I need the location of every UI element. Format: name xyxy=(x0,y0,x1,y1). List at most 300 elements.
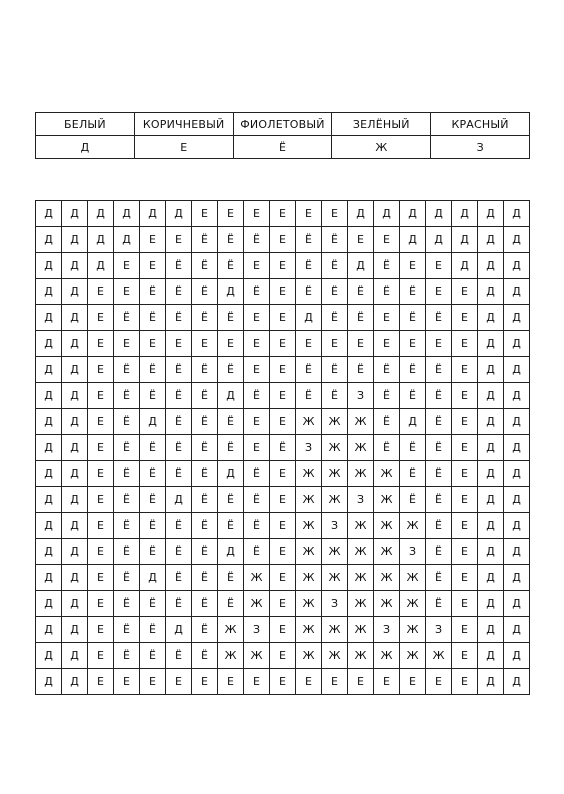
grid-cell[interactable]: Ё xyxy=(348,279,374,305)
grid-cell[interactable]: Е xyxy=(348,227,374,253)
grid-cell[interactable]: Е xyxy=(88,279,114,305)
grid-cell[interactable]: Ё xyxy=(192,305,218,331)
grid-cell[interactable]: Ё xyxy=(192,279,218,305)
grid-cell[interactable]: Е xyxy=(88,565,114,591)
grid-cell[interactable]: Ё xyxy=(374,253,400,279)
grid-cell[interactable]: Д xyxy=(452,201,478,227)
grid-cell[interactable]: Ё xyxy=(270,435,296,461)
grid-cell[interactable]: Д xyxy=(478,461,504,487)
grid-cell[interactable]: Ё xyxy=(322,227,348,253)
grid-cell[interactable]: Ё xyxy=(296,383,322,409)
grid-cell[interactable]: Е xyxy=(166,669,192,695)
grid-cell[interactable]: Д xyxy=(62,487,88,513)
grid-cell[interactable]: Ё xyxy=(140,513,166,539)
grid-cell[interactable]: Ё xyxy=(192,643,218,669)
grid-cell[interactable]: Ё xyxy=(244,461,270,487)
grid-cell[interactable]: Д xyxy=(478,643,504,669)
grid-cell[interactable]: Ё xyxy=(140,383,166,409)
grid-cell[interactable]: Ё xyxy=(218,513,244,539)
grid-cell[interactable]: Ё xyxy=(114,487,140,513)
grid-cell[interactable]: Д xyxy=(62,591,88,617)
grid-cell[interactable]: Ж xyxy=(296,461,322,487)
grid-cell[interactable]: Е xyxy=(270,617,296,643)
grid-cell[interactable]: Ё xyxy=(166,435,192,461)
grid-cell[interactable]: Д xyxy=(36,539,62,565)
grid-cell[interactable]: Ж xyxy=(348,461,374,487)
grid-cell[interactable]: Е xyxy=(114,331,140,357)
grid-cell[interactable]: Ж xyxy=(322,539,348,565)
grid-cell[interactable]: Ё xyxy=(166,591,192,617)
grid-cell[interactable]: Ё xyxy=(426,487,452,513)
grid-cell[interactable]: Ё xyxy=(192,565,218,591)
grid-cell[interactable]: Ё xyxy=(192,617,218,643)
grid-cell[interactable]: Д xyxy=(374,201,400,227)
grid-cell[interactable]: З xyxy=(244,617,270,643)
grid-cell[interactable]: Е xyxy=(270,409,296,435)
grid-cell[interactable]: Ж xyxy=(348,617,374,643)
grid-cell[interactable]: Д xyxy=(62,409,88,435)
grid-cell[interactable]: Д xyxy=(478,409,504,435)
grid-cell[interactable]: Ё xyxy=(426,565,452,591)
grid-cell[interactable]: Е xyxy=(244,253,270,279)
grid-cell[interactable]: Ё xyxy=(140,305,166,331)
grid-cell[interactable]: Е xyxy=(452,513,478,539)
grid-cell[interactable]: Д xyxy=(140,201,166,227)
grid-cell[interactable]: Ё xyxy=(244,487,270,513)
grid-cell[interactable]: Е xyxy=(114,253,140,279)
grid-cell[interactable]: Е xyxy=(426,253,452,279)
grid-cell[interactable]: Е xyxy=(270,669,296,695)
grid-cell[interactable]: Е xyxy=(218,331,244,357)
grid-cell[interactable]: Ж xyxy=(218,617,244,643)
grid-cell[interactable]: Е xyxy=(88,591,114,617)
grid-cell[interactable]: Д xyxy=(166,487,192,513)
grid-cell[interactable]: Е xyxy=(322,331,348,357)
grid-cell[interactable]: Е xyxy=(166,227,192,253)
grid-cell[interactable]: Ё xyxy=(192,539,218,565)
grid-cell[interactable]: Д xyxy=(478,513,504,539)
grid-cell[interactable]: Д xyxy=(504,409,530,435)
grid-cell[interactable]: Ё xyxy=(244,383,270,409)
grid-cell[interactable]: Ж xyxy=(374,487,400,513)
grid-cell[interactable]: Е xyxy=(88,305,114,331)
grid-cell[interactable]: Ё xyxy=(374,435,400,461)
grid-cell[interactable]: Д xyxy=(62,565,88,591)
grid-cell[interactable]: Ж xyxy=(348,643,374,669)
grid-cell[interactable]: Ж xyxy=(296,487,322,513)
grid-cell[interactable]: Ё xyxy=(426,461,452,487)
grid-cell[interactable]: Д xyxy=(114,227,140,253)
grid-cell[interactable]: Е xyxy=(426,279,452,305)
grid-cell[interactable]: Е xyxy=(88,539,114,565)
grid-cell[interactable]: Д xyxy=(218,539,244,565)
grid-cell[interactable]: Д xyxy=(36,331,62,357)
grid-cell[interactable]: Е xyxy=(296,201,322,227)
grid-cell[interactable]: Д xyxy=(504,539,530,565)
grid-cell[interactable]: Е xyxy=(270,565,296,591)
grid-cell[interactable]: Ё xyxy=(348,305,374,331)
grid-cell[interactable]: Е xyxy=(296,669,322,695)
grid-cell[interactable]: Е xyxy=(270,461,296,487)
grid-cell[interactable]: Ж xyxy=(296,513,322,539)
grid-cell[interactable]: Ё xyxy=(374,279,400,305)
grid-cell[interactable]: Д xyxy=(62,331,88,357)
grid-cell[interactable]: Е xyxy=(452,643,478,669)
grid-cell[interactable]: Ё xyxy=(426,591,452,617)
grid-cell[interactable]: Е xyxy=(244,331,270,357)
grid-cell[interactable]: Д xyxy=(400,227,426,253)
grid-cell[interactable]: Е xyxy=(452,487,478,513)
grid-cell[interactable]: Ё xyxy=(296,279,322,305)
grid-cell[interactable]: Д xyxy=(36,617,62,643)
grid-cell[interactable]: Ё xyxy=(400,383,426,409)
grid-cell[interactable]: Е xyxy=(374,669,400,695)
grid-cell[interactable]: Ё xyxy=(166,305,192,331)
grid-cell[interactable]: Ж xyxy=(348,565,374,591)
grid-cell[interactable]: Д xyxy=(426,201,452,227)
grid-cell[interactable]: Е xyxy=(322,201,348,227)
grid-cell[interactable]: Е xyxy=(400,331,426,357)
grid-cell[interactable]: Ж xyxy=(296,617,322,643)
grid-cell[interactable]: Д xyxy=(504,643,530,669)
grid-cell[interactable]: Ё xyxy=(192,513,218,539)
grid-cell[interactable]: Д xyxy=(36,513,62,539)
grid-cell[interactable]: Ё xyxy=(426,539,452,565)
grid-cell[interactable]: Ё xyxy=(218,305,244,331)
grid-cell[interactable]: З xyxy=(348,487,374,513)
grid-cell[interactable]: Е xyxy=(400,253,426,279)
grid-cell[interactable]: Е xyxy=(88,643,114,669)
grid-cell[interactable]: Д xyxy=(62,305,88,331)
grid-cell[interactable]: Е xyxy=(218,201,244,227)
grid-cell[interactable]: Д xyxy=(478,591,504,617)
grid-cell[interactable]: Ё xyxy=(166,461,192,487)
grid-cell[interactable]: Ё xyxy=(140,591,166,617)
grid-cell[interactable]: Е xyxy=(88,357,114,383)
grid-cell[interactable]: Е xyxy=(88,435,114,461)
grid-cell[interactable]: Д xyxy=(218,279,244,305)
grid-cell[interactable]: Ж xyxy=(374,461,400,487)
grid-cell[interactable]: Ё xyxy=(114,513,140,539)
grid-cell[interactable]: Е xyxy=(244,435,270,461)
grid-cell[interactable]: Д xyxy=(348,201,374,227)
grid-cell[interactable]: Ё xyxy=(426,409,452,435)
grid-cell[interactable]: Е xyxy=(348,669,374,695)
grid-cell[interactable]: Ё xyxy=(114,617,140,643)
grid-cell[interactable]: Е xyxy=(270,227,296,253)
grid-cell[interactable]: Ё xyxy=(192,227,218,253)
grid-cell[interactable]: Ё xyxy=(244,513,270,539)
grid-cell[interactable]: Д xyxy=(348,253,374,279)
grid-cell[interactable]: Ё xyxy=(426,357,452,383)
grid-cell[interactable]: Ё xyxy=(400,305,426,331)
grid-cell[interactable]: Д xyxy=(62,227,88,253)
grid-cell[interactable]: Ё xyxy=(374,409,400,435)
grid-cell[interactable]: Д xyxy=(36,279,62,305)
grid-cell[interactable]: Ё xyxy=(166,253,192,279)
grid-cell[interactable]: Е xyxy=(244,409,270,435)
grid-cell[interactable]: Е xyxy=(192,669,218,695)
grid-cell[interactable]: Ж xyxy=(374,565,400,591)
grid-cell[interactable]: З xyxy=(374,617,400,643)
grid-cell[interactable]: Ё xyxy=(114,383,140,409)
grid-cell[interactable]: Е xyxy=(244,201,270,227)
grid-cell[interactable]: Е xyxy=(88,487,114,513)
grid-cell[interactable]: Е xyxy=(452,669,478,695)
grid-cell[interactable]: Д xyxy=(504,279,530,305)
grid-cell[interactable]: Д xyxy=(36,435,62,461)
grid-cell[interactable]: Д xyxy=(62,617,88,643)
grid-cell[interactable]: Ж xyxy=(244,591,270,617)
grid-cell[interactable]: Д xyxy=(62,201,88,227)
grid-cell[interactable]: Ё xyxy=(114,461,140,487)
grid-cell[interactable]: Д xyxy=(166,201,192,227)
grid-cell[interactable]: Ё xyxy=(166,539,192,565)
grid-cell[interactable]: Е xyxy=(218,669,244,695)
grid-cell[interactable]: Е xyxy=(374,227,400,253)
grid-cell[interactable]: Е xyxy=(322,669,348,695)
grid-cell[interactable]: Д xyxy=(504,305,530,331)
grid-cell[interactable]: Е xyxy=(270,643,296,669)
grid-cell[interactable]: Д xyxy=(218,383,244,409)
grid-cell[interactable]: Ё xyxy=(348,357,374,383)
grid-cell[interactable]: Д xyxy=(478,227,504,253)
grid-cell[interactable]: Д xyxy=(452,253,478,279)
grid-cell[interactable]: Ё xyxy=(218,357,244,383)
grid-cell[interactable]: Ж xyxy=(400,591,426,617)
grid-cell[interactable]: Ё xyxy=(218,253,244,279)
grid-cell[interactable]: Д xyxy=(36,305,62,331)
grid-cell[interactable]: Ё xyxy=(400,357,426,383)
grid-cell[interactable]: Д xyxy=(452,227,478,253)
grid-cell[interactable]: Ж xyxy=(296,643,322,669)
grid-cell[interactable]: Ё xyxy=(140,435,166,461)
grid-cell[interactable]: Е xyxy=(88,513,114,539)
grid-cell[interactable]: Ё xyxy=(192,409,218,435)
grid-cell[interactable]: Д xyxy=(62,539,88,565)
grid-cell[interactable]: Ё xyxy=(140,357,166,383)
grid-cell[interactable]: Ё xyxy=(114,409,140,435)
grid-cell[interactable]: Е xyxy=(374,305,400,331)
grid-cell[interactable]: Д xyxy=(400,201,426,227)
grid-cell[interactable]: Е xyxy=(452,435,478,461)
grid-cell[interactable]: Ж xyxy=(296,591,322,617)
grid-cell[interactable]: Д xyxy=(114,201,140,227)
grid-cell[interactable]: Ё xyxy=(140,643,166,669)
grid-cell[interactable]: Д xyxy=(36,409,62,435)
grid-cell[interactable]: Ё xyxy=(244,539,270,565)
grid-cell[interactable]: Д xyxy=(62,357,88,383)
grid-cell[interactable]: Ж xyxy=(296,565,322,591)
grid-cell[interactable]: Ё xyxy=(218,591,244,617)
grid-cell[interactable]: Ё xyxy=(374,357,400,383)
grid-cell[interactable]: Д xyxy=(478,539,504,565)
grid-cell[interactable]: Д xyxy=(36,669,62,695)
grid-cell[interactable]: Д xyxy=(478,435,504,461)
grid-cell[interactable]: Е xyxy=(270,513,296,539)
grid-cell[interactable]: Ж xyxy=(374,591,400,617)
grid-cell[interactable]: Е xyxy=(452,279,478,305)
grid-cell[interactable]: Ё xyxy=(192,487,218,513)
grid-cell[interactable]: Ё xyxy=(166,357,192,383)
grid-cell[interactable]: Ё xyxy=(192,461,218,487)
grid-cell[interactable]: Ё xyxy=(374,383,400,409)
grid-cell[interactable]: Д xyxy=(400,409,426,435)
grid-cell[interactable]: З xyxy=(296,435,322,461)
grid-cell[interactable]: Ё xyxy=(322,305,348,331)
grid-cell[interactable]: Ё xyxy=(400,487,426,513)
grid-cell[interactable]: Д xyxy=(88,253,114,279)
grid-cell[interactable]: Ё xyxy=(296,227,322,253)
grid-cell[interactable]: Е xyxy=(426,331,452,357)
grid-cell[interactable]: Е xyxy=(244,305,270,331)
grid-cell[interactable]: Ё xyxy=(140,279,166,305)
grid-cell[interactable]: Ж xyxy=(322,617,348,643)
grid-cell[interactable]: Ё xyxy=(114,643,140,669)
grid-cell[interactable]: Е xyxy=(270,383,296,409)
grid-cell[interactable]: Ё xyxy=(192,435,218,461)
grid-cell[interactable]: Е xyxy=(270,539,296,565)
grid-cell[interactable]: Ё xyxy=(244,279,270,305)
grid-cell[interactable]: Д xyxy=(504,331,530,357)
grid-cell[interactable]: Д xyxy=(478,331,504,357)
grid-cell[interactable]: Д xyxy=(36,253,62,279)
grid-cell[interactable]: Ж xyxy=(400,565,426,591)
grid-cell[interactable]: Д xyxy=(478,669,504,695)
grid-cell[interactable]: Ё xyxy=(218,435,244,461)
grid-cell[interactable]: Д xyxy=(140,409,166,435)
grid-cell[interactable]: Д xyxy=(36,461,62,487)
grid-cell[interactable]: Д xyxy=(478,357,504,383)
grid-cell[interactable]: Ё xyxy=(140,487,166,513)
grid-cell[interactable]: Ё xyxy=(192,383,218,409)
grid-cell[interactable]: Ё xyxy=(322,279,348,305)
grid-cell[interactable]: Ё xyxy=(192,591,218,617)
grid-cell[interactable]: Д xyxy=(140,565,166,591)
grid-cell[interactable]: Ё xyxy=(166,409,192,435)
grid-cell[interactable]: Е xyxy=(452,617,478,643)
grid-cell[interactable]: Ё xyxy=(166,279,192,305)
grid-cell[interactable]: Е xyxy=(270,279,296,305)
grid-cell[interactable]: Ж xyxy=(426,643,452,669)
grid-cell[interactable]: Е xyxy=(452,461,478,487)
grid-cell[interactable]: Е xyxy=(244,669,270,695)
grid-cell[interactable]: Д xyxy=(36,201,62,227)
grid-cell[interactable]: Е xyxy=(88,669,114,695)
grid-cell[interactable]: Д xyxy=(166,617,192,643)
grid-cell[interactable]: Е xyxy=(270,357,296,383)
grid-cell[interactable]: Е xyxy=(452,539,478,565)
grid-cell[interactable]: Ж xyxy=(374,643,400,669)
grid-cell[interactable]: Ё xyxy=(426,513,452,539)
grid-cell[interactable]: Д xyxy=(478,383,504,409)
grid-cell[interactable]: Ё xyxy=(426,435,452,461)
grid-cell[interactable]: Д xyxy=(504,461,530,487)
grid-cell[interactable]: Е xyxy=(270,253,296,279)
grid-cell[interactable]: Е xyxy=(88,409,114,435)
grid-cell[interactable]: З xyxy=(400,539,426,565)
grid-cell[interactable]: Е xyxy=(452,383,478,409)
grid-cell[interactable]: Е xyxy=(114,669,140,695)
grid-cell[interactable]: Ж xyxy=(348,539,374,565)
grid-cell[interactable]: Ж xyxy=(322,487,348,513)
grid-cell[interactable]: Е xyxy=(270,591,296,617)
grid-cell[interactable]: Д xyxy=(504,669,530,695)
grid-cell[interactable]: Ё xyxy=(114,539,140,565)
grid-cell[interactable]: Е xyxy=(348,331,374,357)
grid-cell[interactable]: Е xyxy=(140,253,166,279)
grid-cell[interactable]: Д xyxy=(478,279,504,305)
grid-cell[interactable]: Ё xyxy=(192,253,218,279)
grid-cell[interactable]: Д xyxy=(62,669,88,695)
grid-cell[interactable]: Д xyxy=(88,201,114,227)
grid-cell[interactable]: Е xyxy=(88,461,114,487)
grid-cell[interactable]: Ж xyxy=(244,643,270,669)
grid-cell[interactable]: Ё xyxy=(218,409,244,435)
grid-cell[interactable]: З xyxy=(426,617,452,643)
grid-cell[interactable]: Е xyxy=(452,331,478,357)
grid-cell[interactable]: Ё xyxy=(296,357,322,383)
grid-cell[interactable]: Ж xyxy=(322,435,348,461)
grid-cell[interactable]: Ж xyxy=(400,643,426,669)
grid-cell[interactable]: Д xyxy=(36,565,62,591)
grid-cell[interactable]: Ё xyxy=(322,383,348,409)
grid-cell[interactable]: Ё xyxy=(166,513,192,539)
grid-cell[interactable]: Д xyxy=(36,591,62,617)
grid-cell[interactable]: Е xyxy=(114,279,140,305)
grid-cell[interactable]: Ё xyxy=(166,565,192,591)
grid-cell[interactable]: Ж xyxy=(322,643,348,669)
grid-cell[interactable]: Е xyxy=(192,201,218,227)
grid-cell[interactable]: Е xyxy=(140,227,166,253)
grid-cell[interactable]: Д xyxy=(62,461,88,487)
grid-cell[interactable]: Д xyxy=(504,357,530,383)
grid-cell[interactable]: Е xyxy=(140,669,166,695)
grid-cell[interactable]: Ё xyxy=(426,305,452,331)
grid-cell[interactable]: Е xyxy=(296,331,322,357)
grid-cell[interactable]: Е xyxy=(426,669,452,695)
grid-cell[interactable]: Ё xyxy=(140,539,166,565)
grid-cell[interactable]: Ё xyxy=(400,279,426,305)
grid-cell[interactable]: Д xyxy=(62,279,88,305)
grid-cell[interactable]: Ё xyxy=(114,305,140,331)
grid-cell[interactable]: Е xyxy=(374,331,400,357)
grid-cell[interactable]: Д xyxy=(218,461,244,487)
grid-cell[interactable]: Ж xyxy=(374,539,400,565)
grid-cell[interactable]: Д xyxy=(478,617,504,643)
grid-cell[interactable]: Ж xyxy=(296,539,322,565)
grid-cell[interactable]: Д xyxy=(478,201,504,227)
grid-cell[interactable]: Д xyxy=(504,487,530,513)
grid-cell[interactable]: Д xyxy=(88,227,114,253)
grid-cell[interactable]: Ё xyxy=(114,435,140,461)
grid-cell[interactable]: Д xyxy=(478,565,504,591)
grid-cell[interactable]: Ё xyxy=(140,617,166,643)
grid-cell[interactable]: Е xyxy=(452,357,478,383)
grid-cell[interactable]: Д xyxy=(36,227,62,253)
grid-cell[interactable]: Д xyxy=(62,383,88,409)
grid-cell[interactable]: З xyxy=(348,383,374,409)
grid-cell[interactable]: Ж xyxy=(348,409,374,435)
grid-cell[interactable]: Д xyxy=(62,643,88,669)
grid-cell[interactable]: Д xyxy=(504,227,530,253)
grid-cell[interactable]: Д xyxy=(62,253,88,279)
grid-cell[interactable]: Ё xyxy=(218,565,244,591)
grid-cell[interactable]: Е xyxy=(452,305,478,331)
grid-cell[interactable]: Д xyxy=(426,227,452,253)
grid-cell[interactable]: Д xyxy=(504,565,530,591)
grid-cell[interactable]: Е xyxy=(400,669,426,695)
